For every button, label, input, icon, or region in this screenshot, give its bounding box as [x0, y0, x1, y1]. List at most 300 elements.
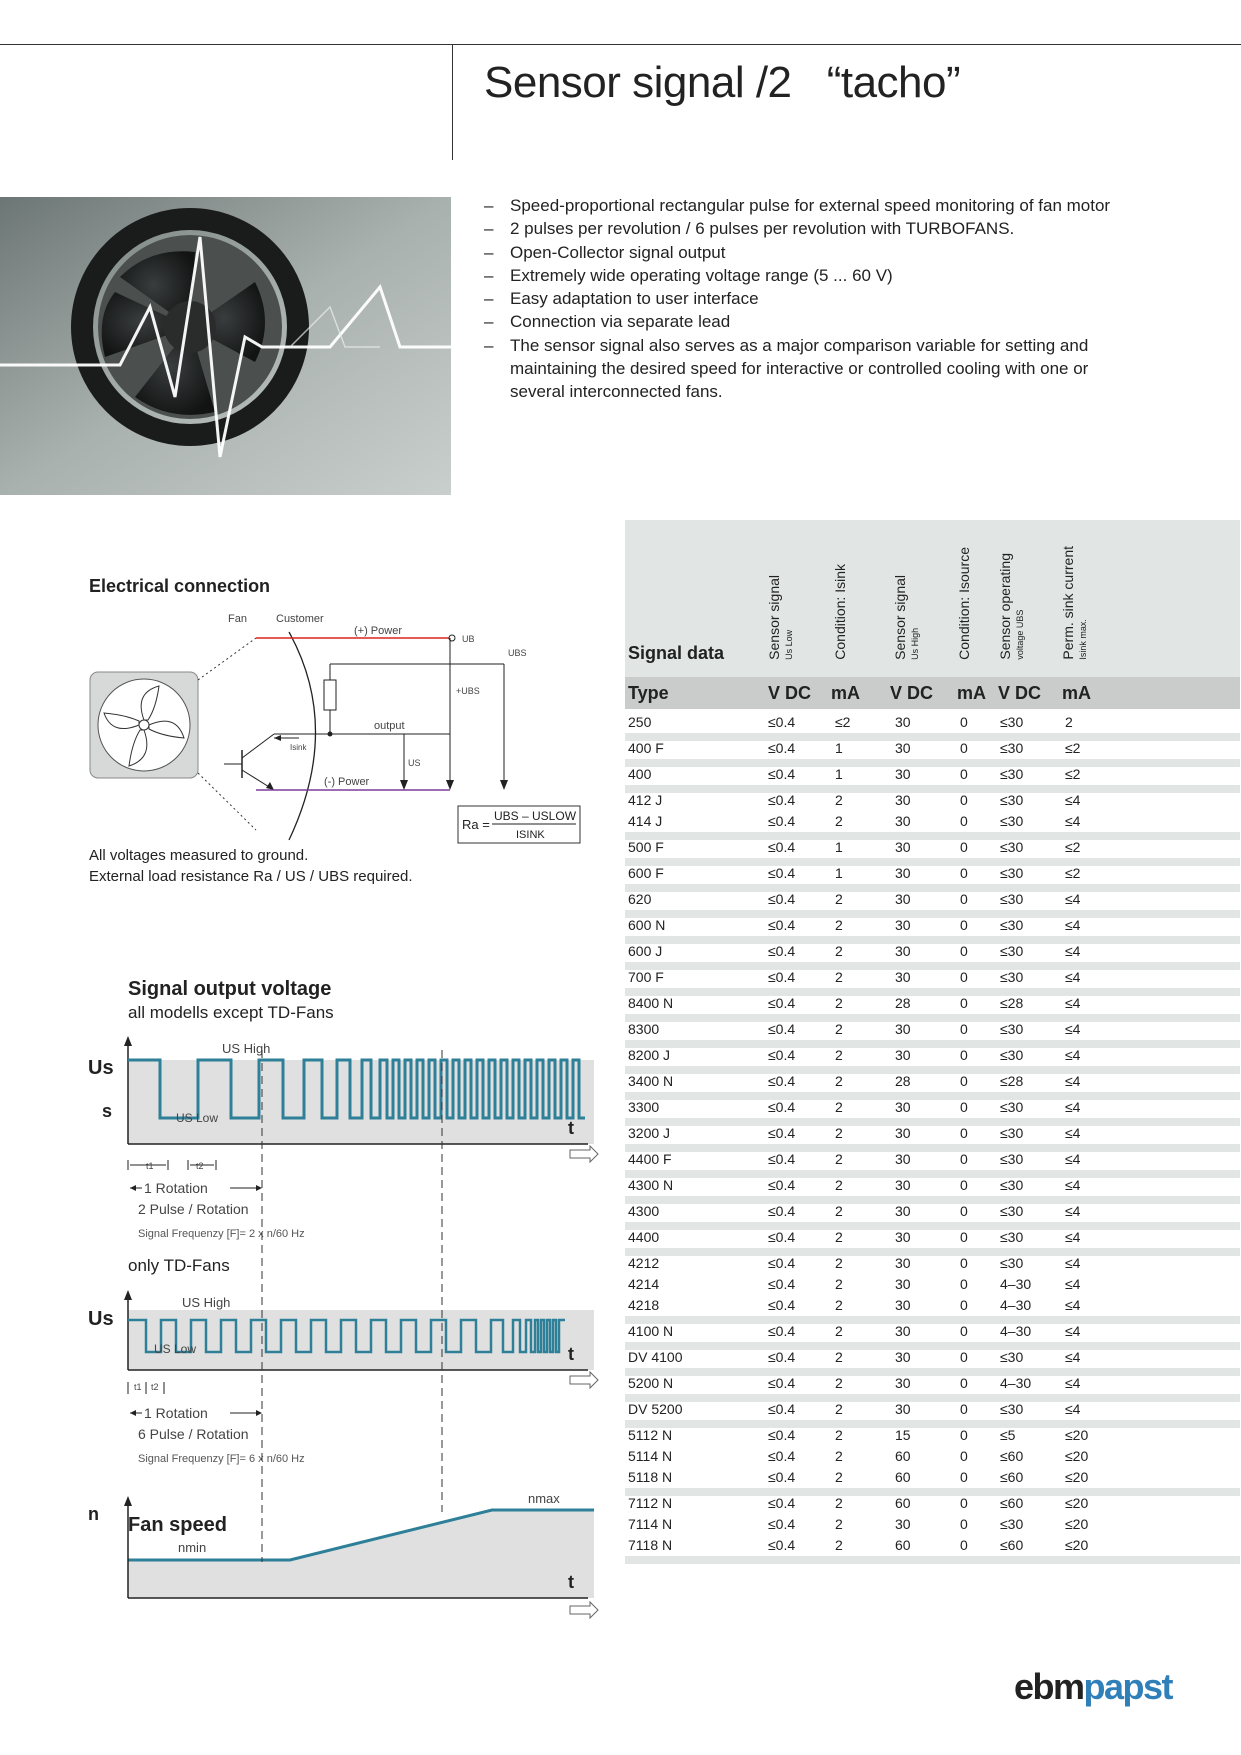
ebmpapst-logo: ebmpapst [1014, 1666, 1173, 1707]
row-separator [625, 1092, 1240, 1100]
table-cell: 0 [960, 1099, 968, 1115]
table-cell: ≤20 [1065, 1516, 1089, 1532]
table-cell: 30 [895, 813, 911, 829]
table-cell: ≤0.4 [768, 1448, 796, 1464]
table-cell: 30 [895, 1516, 911, 1532]
table-cell: 30 [895, 1255, 911, 1271]
table-cell: 0 [960, 969, 968, 985]
n-min-label: nmin [178, 1540, 207, 1555]
table-cell: 7118 N [628, 1537, 673, 1553]
feature-item: – Extremely wide operating voltage range (5 ... 60 V) [484, 264, 1124, 287]
table-cell: 0 [960, 1297, 968, 1313]
table-cell: ≤4 [1065, 1349, 1081, 1365]
table-cell: ≤30 [1000, 917, 1024, 933]
table-cell: ≤4 [1065, 813, 1081, 829]
row-separator [625, 910, 1240, 918]
table-cell: 2 [835, 1427, 843, 1443]
table-cell: 0 [960, 1427, 968, 1443]
table-cell: 0 [960, 995, 968, 1011]
table-cell: 7112 N [628, 1495, 673, 1511]
row-separator [625, 785, 1240, 793]
table-cell: 30 [895, 714, 911, 730]
table-cell: 0 [960, 1349, 968, 1365]
table-cell: 30 [895, 1203, 911, 1219]
table-cell: ≤30 [1000, 714, 1024, 730]
table-cell: ≤0.4 [768, 1469, 796, 1485]
table-cell: 30 [895, 1125, 911, 1141]
table-cell: ≤4 [1065, 1401, 1081, 1417]
table-cell: 2 [835, 1537, 843, 1553]
table-cell: 0 [960, 1047, 968, 1063]
table-cell: 0 [960, 1401, 968, 1417]
table-cell: 600 N [628, 917, 666, 933]
timing-graphs [80, 1030, 605, 1630]
table-cell: ≤30 [1000, 943, 1024, 959]
table-cell: 0 [960, 1516, 968, 1532]
row-separator [625, 1342, 1240, 1350]
title-divider [452, 44, 453, 160]
table-cell: 400 [628, 766, 652, 782]
frequency-label: Signal Frequenzy [F]= 2 x n/60 Hz [138, 1228, 305, 1240]
output-label: output [374, 720, 405, 732]
feature-item: – Open-Collector signal output [484, 241, 1124, 264]
table-cell: 0 [960, 891, 968, 907]
table-cell: ≤0.4 [768, 1125, 796, 1141]
table-cell: 2 [835, 1401, 843, 1417]
table-cell: 0 [960, 1276, 968, 1292]
table-cell: 0 [960, 714, 968, 730]
table-cell: ≤5 [1000, 1427, 1016, 1443]
td-rotation-label: 1 Rotation [144, 1405, 208, 1421]
td-pulses-label: 6 Pulse / Rotation [138, 1426, 249, 1442]
table-cell: ≤4 [1065, 943, 1081, 959]
table-cell: ≤2 [1065, 865, 1081, 881]
unit-ma: mA [831, 683, 861, 703]
table-cell: ≤0.4 [768, 1073, 796, 1089]
td-us-axis-label: Us [88, 1308, 114, 1330]
col-head-us-low: Sensor signal Us Low [766, 575, 794, 660]
isink-label: Isink [290, 743, 307, 752]
table-cell: 5112 N [628, 1427, 673, 1443]
td-t1-label: t1 [134, 1382, 142, 1392]
rotation-label: 1 Rotation [144, 1180, 208, 1196]
table-cell: ≤30 [1000, 740, 1024, 756]
table-cell: 2 [835, 1203, 843, 1219]
table-cell: 8400 N [628, 995, 674, 1011]
table-cell: 2 [835, 1229, 843, 1245]
table-cell: 8200 J [628, 1047, 671, 1063]
ub-label: UB [462, 634, 475, 644]
table-cell: ≤0.4 [768, 1401, 796, 1417]
table-cell: 30 [895, 1349, 911, 1365]
unit-ma: mA [1062, 683, 1092, 703]
table-cell: 2 [835, 1021, 843, 1037]
table-cell: 4–30 [1000, 1375, 1032, 1391]
row-separator [625, 1420, 1240, 1428]
table-cell: 0 [960, 917, 968, 933]
table-cell: ≤30 [1000, 1203, 1024, 1219]
table-cell: ≤60 [1000, 1448, 1024, 1464]
table-cell: ≤4 [1065, 891, 1081, 907]
t1-label: t1 [146, 1161, 154, 1171]
table-cell: 412 J [628, 792, 663, 808]
table-cell: ≤4 [1065, 1203, 1081, 1219]
customer-label: Customer [276, 613, 324, 625]
table-cell: ≤20 [1065, 1448, 1089, 1464]
table-cell: ≤0.4 [768, 766, 796, 782]
formula-numerator: UBS – USLOW [494, 809, 577, 823]
table-cell: ≤28 [1000, 995, 1024, 1011]
table-cell: 4212 [628, 1255, 660, 1271]
table-cell: 4300 N [628, 1177, 674, 1193]
table-cell: 2 [835, 813, 843, 829]
table-cell: ≤4 [1065, 1375, 1081, 1391]
table-cell: 4400 [628, 1229, 660, 1245]
row-separator [625, 1040, 1240, 1048]
table-cell: 4–30 [1000, 1323, 1032, 1339]
table-cell: 30 [895, 740, 911, 756]
table-cell: 4–30 [1000, 1297, 1032, 1313]
table-cell: 2 [835, 1297, 843, 1313]
electrical-connection-diagram [84, 608, 584, 848]
table-cell: 0 [960, 1448, 968, 1464]
table-cell: ≤30 [1000, 1021, 1024, 1037]
table-cell: ≤20 [1065, 1495, 1089, 1511]
table-cell: ≤0.4 [768, 1177, 796, 1193]
table-cell: 2 [835, 1495, 843, 1511]
table-cell: 250 [628, 714, 652, 730]
table-cell: ≤28 [1000, 1073, 1024, 1089]
load-resistance-note: External load resistance Ra / US / UBS required. [89, 868, 413, 885]
table-cell: ≤0.4 [768, 1229, 796, 1245]
table-cell: ≤4 [1065, 1323, 1081, 1339]
table-cell: 30 [895, 766, 911, 782]
td-frequency-label: Signal Frequenzy [F]= 6 x n/60 Hz [138, 1453, 305, 1465]
table-cell: 3400 N [628, 1073, 674, 1089]
table-cell: 30 [895, 1047, 911, 1063]
table-cell: ≤4 [1065, 1297, 1081, 1313]
table-cell: ≤4 [1065, 1229, 1081, 1245]
table-cell: 3200 J [628, 1125, 671, 1141]
table-cell: 30 [895, 1099, 911, 1115]
table-cell: 2 [835, 1516, 843, 1532]
table-cell: ≤4 [1065, 1177, 1081, 1193]
row-separator [625, 1556, 1240, 1564]
table-cell: 0 [960, 1073, 968, 1089]
table-cell: 30 [895, 943, 911, 959]
table-cell: 30 [895, 1177, 911, 1193]
table-cell: 2 [835, 1349, 843, 1365]
table-cell: ≤60 [1000, 1537, 1024, 1553]
electrical-connection-heading: Electrical connection [89, 576, 271, 596]
table-cell: ≤30 [1000, 1177, 1024, 1193]
table-cell: 0 [960, 1177, 968, 1193]
table-cell: 2 [835, 995, 843, 1011]
table-cell: 30 [895, 1276, 911, 1292]
table-cell: ≤0.4 [768, 1375, 796, 1391]
table-cell: 414 J [628, 813, 663, 829]
table-cell: ≤0.4 [768, 1151, 796, 1167]
table-cell: 4300 [628, 1203, 660, 1219]
table-cell: ≤20 [1065, 1427, 1089, 1443]
table-cell: 500 F [628, 839, 664, 855]
unit-vdc: V DC [768, 683, 812, 703]
feature-item: – Easy adaptation to user interface [484, 287, 1124, 310]
table-cell: 0 [960, 1469, 968, 1485]
us-label: US [408, 758, 421, 768]
td-t-label: t [568, 1344, 574, 1364]
table-cell: ≤0.4 [768, 1297, 796, 1313]
fan-speed-title: Fan speed [128, 1514, 227, 1536]
row-separator [625, 1170, 1240, 1178]
table-cell: ≤0.4 [768, 865, 796, 881]
ubs-label: UBS [508, 648, 527, 658]
table-cell: ≤4 [1065, 1047, 1081, 1063]
table-cell: 30 [895, 1323, 911, 1339]
table-cell: ≤0.4 [768, 1427, 796, 1443]
table-cell: 2 [835, 1323, 843, 1339]
formula-lhs: Ra = [462, 817, 490, 832]
table-cell: 4400 F [628, 1151, 672, 1167]
row-separator [625, 858, 1240, 866]
table-cell: 0 [960, 1021, 968, 1037]
feature-item: – 2 pulses per revolution / 6 pulses per revolution with TURBOFANS. [484, 217, 1124, 240]
table-cell: ≤30 [1000, 792, 1024, 808]
table-cell: 8300 [628, 1021, 660, 1037]
table-cell: ≤30 [1000, 1516, 1024, 1532]
table-cell: ≤4 [1065, 1099, 1081, 1115]
table-cell: ≤2 [835, 714, 851, 730]
table-cell: 1 [835, 839, 843, 855]
table-cell: 0 [960, 792, 968, 808]
table-cell: 28 [895, 1073, 911, 1089]
col-head-ubs: Sensor operating voltage UBS [997, 553, 1025, 660]
table-cell: 0 [960, 1255, 968, 1271]
table-cell: 0 [960, 813, 968, 829]
table-cell: ≤30 [1000, 1229, 1024, 1245]
table-cell: 2 [835, 969, 843, 985]
row-separator [625, 1118, 1240, 1126]
table-cell: 2 [835, 1177, 843, 1193]
us-high-label: US High [222, 1041, 271, 1056]
table-cell: 0 [960, 1537, 968, 1553]
table-cell: ≤0.4 [768, 1099, 796, 1115]
row-separator [625, 1488, 1240, 1496]
signal-output-title: Signal output voltage [128, 978, 332, 1000]
table-cell: 60 [895, 1448, 911, 1464]
table-cell: 600 F [628, 865, 664, 881]
table-cell: 30 [895, 1229, 911, 1245]
table-cell: ≤0.4 [768, 1349, 796, 1365]
table-cell: ≤4 [1065, 1021, 1081, 1037]
table-cell: 2 [835, 1276, 843, 1292]
table-cell: ≤0.4 [768, 1323, 796, 1339]
table-cell: 2 [835, 1469, 843, 1485]
n-max-label: nmax [528, 1491, 560, 1506]
table-cell: ≤4 [1065, 969, 1081, 985]
table-cell: 0 [960, 1229, 968, 1245]
table-cell: ≤20 [1065, 1469, 1089, 1485]
table-cell: 2 [835, 1255, 843, 1271]
row-separator [625, 936, 1240, 944]
table-cell: 30 [895, 1151, 911, 1167]
top-rule [0, 44, 1241, 45]
unit-vdc: V DC [890, 683, 934, 703]
table-cell: ≤0.4 [768, 1047, 796, 1063]
table-cell: 600 J [628, 943, 663, 959]
table-cell: 2 [835, 1125, 843, 1141]
table-cell: ≤0.4 [768, 714, 796, 730]
table-cell: ≤4 [1065, 1255, 1081, 1271]
table-cell: ≤4 [1065, 1125, 1081, 1141]
td-t2-label: t2 [151, 1382, 159, 1392]
unit-type: Type [628, 683, 669, 703]
table-cell: ≤60 [1000, 1495, 1024, 1511]
row-separator [625, 1248, 1240, 1256]
table-cell: 7114 N [628, 1516, 673, 1532]
td-us-low-label: US Low [154, 1342, 197, 1356]
table-cell: ≤4 [1065, 1073, 1081, 1089]
feature-item: – Speed-proportional rectangular pulse for external speed monitoring of fan motor [484, 194, 1124, 217]
table-cell: 60 [895, 1537, 911, 1553]
table-cell: 5114 N [628, 1448, 673, 1464]
table-cell: ≤4 [1065, 1151, 1081, 1167]
feature-item: – Connection via separate lead [484, 310, 1124, 333]
row-separator [625, 759, 1240, 767]
row-separator [625, 1368, 1240, 1376]
minus-power-label: (-) Power [324, 776, 370, 788]
table-cell: ≤20 [1065, 1537, 1089, 1553]
table-cell: ≤30 [1000, 766, 1024, 782]
us-low-label: US Low [176, 1111, 219, 1125]
table-cell: 0 [960, 1125, 968, 1141]
table-cell: DV 5200 [628, 1401, 683, 1417]
table-cell: ≤0.4 [768, 891, 796, 907]
table-cell: ≤0.4 [768, 943, 796, 959]
signal-output-subtitle: all modells except TD-Fans [128, 1003, 334, 1022]
table-cell: ≤30 [1000, 1047, 1024, 1063]
table-cell: 30 [895, 792, 911, 808]
row-separator [625, 884, 1240, 892]
t2-label: t2 [196, 1161, 204, 1171]
table-cell: ≤0.4 [768, 740, 796, 756]
table-cell: ≤30 [1000, 839, 1024, 855]
table-cell: ≤30 [1000, 813, 1024, 829]
table-cell: 0 [960, 865, 968, 881]
table-cell: ≤30 [1000, 1255, 1024, 1271]
formula-denominator: ISINK [516, 829, 545, 841]
table-cell: 4–30 [1000, 1276, 1032, 1292]
table-cell: 0 [960, 1375, 968, 1391]
col-head-isource: Condition: Isource [956, 547, 972, 660]
table-cell: 0 [960, 1495, 968, 1511]
table-cell: 30 [895, 1297, 911, 1313]
table-cell: 1 [835, 865, 843, 881]
table-cell: 2 [835, 917, 843, 933]
unit-ma: mA [957, 683, 987, 703]
table-cell: 2 [835, 1375, 843, 1391]
table-cell: ≤0.4 [768, 792, 796, 808]
table-unit-row [625, 677, 1240, 709]
table-cell: ≤30 [1000, 865, 1024, 881]
table-cell: ≤0.4 [768, 813, 796, 829]
t-label: t [568, 1118, 574, 1138]
s-label: s [102, 1101, 113, 1121]
table-cell: ≤0.4 [768, 1537, 796, 1553]
table-cell: 28 [895, 995, 911, 1011]
row-separator [625, 962, 1240, 970]
fan-photo [0, 197, 451, 495]
table-cell: 1 [835, 766, 843, 782]
table-cell: 2 [835, 1099, 843, 1115]
row-separator [625, 1222, 1240, 1230]
table-cell: 1 [835, 740, 843, 756]
pulses-label: 2 Pulse / Rotation [138, 1201, 249, 1217]
table-cell: ≤0.4 [768, 1516, 796, 1532]
table-cell: ≤4 [1065, 995, 1081, 1011]
td-fans-title: only TD-Fans [128, 1256, 230, 1275]
table-cell: 3300 [628, 1099, 660, 1115]
row-separator [625, 1014, 1240, 1022]
table-cell: 2 [835, 1073, 843, 1089]
voltage-note: All voltages measured to ground. [89, 847, 309, 864]
col-head-isink-max: Perm. sink current Isink max. [1060, 546, 1088, 660]
plus-power-label: (+) Power [354, 625, 402, 637]
table-cell: 60 [895, 1469, 911, 1485]
table-cell: 620 [628, 891, 652, 907]
signal-output-graph [88, 1036, 598, 1240]
table-cell: ≤60 [1000, 1469, 1024, 1485]
row-separator [625, 1196, 1240, 1204]
table-cell: 4218 [628, 1297, 660, 1313]
table-cell: ≤2 [1065, 740, 1081, 756]
table-cell: 30 [895, 917, 911, 933]
row-separator [625, 1394, 1240, 1402]
table-cell: 2 [835, 1047, 843, 1063]
fan-label: Fan [228, 613, 247, 625]
unit-vdc: V DC [998, 683, 1042, 703]
table-cell: ≤4 [1065, 1276, 1081, 1292]
feature-item: – The sensor signal also serves as a major comparison variable for setting and maintaining the desired speed for interactive or controlled cooling with one or several interconnected fans. [484, 334, 1124, 404]
plus-ubs-label: +UBS [456, 686, 480, 696]
table-cell: ≤0.4 [768, 995, 796, 1011]
col-head-isink: Condition: Isink [832, 564, 848, 660]
table-cell: ≤0.4 [768, 917, 796, 933]
table-cell: 4100 N [628, 1323, 674, 1339]
td-fans-graph [88, 1290, 598, 1465]
table-cell: ≤4 [1065, 917, 1081, 933]
table-cell: 5200 N [628, 1375, 674, 1391]
table-cell: 700 F [628, 969, 664, 985]
table-cell: 30 [895, 1021, 911, 1037]
table-cell: 15 [895, 1427, 911, 1443]
table-cell: 400 F [628, 740, 664, 756]
row-separator [625, 832, 1240, 840]
table-cell: ≤30 [1000, 1099, 1024, 1115]
table-cell: ≤0.4 [768, 969, 796, 985]
table-cell: ≤4 [1065, 792, 1081, 808]
td-us-high-label: US High [182, 1295, 231, 1310]
signal-data-label: Signal data [628, 643, 725, 663]
table-cell: 2 [835, 792, 843, 808]
table-cell: ≤0.4 [768, 1255, 796, 1271]
table-cell: 30 [895, 1375, 911, 1391]
table-cell: 30 [895, 839, 911, 855]
table-cell: 30 [895, 891, 911, 907]
table-cell: 0 [960, 943, 968, 959]
fs-t-label: t [568, 1572, 574, 1592]
row-separator [625, 1066, 1240, 1074]
